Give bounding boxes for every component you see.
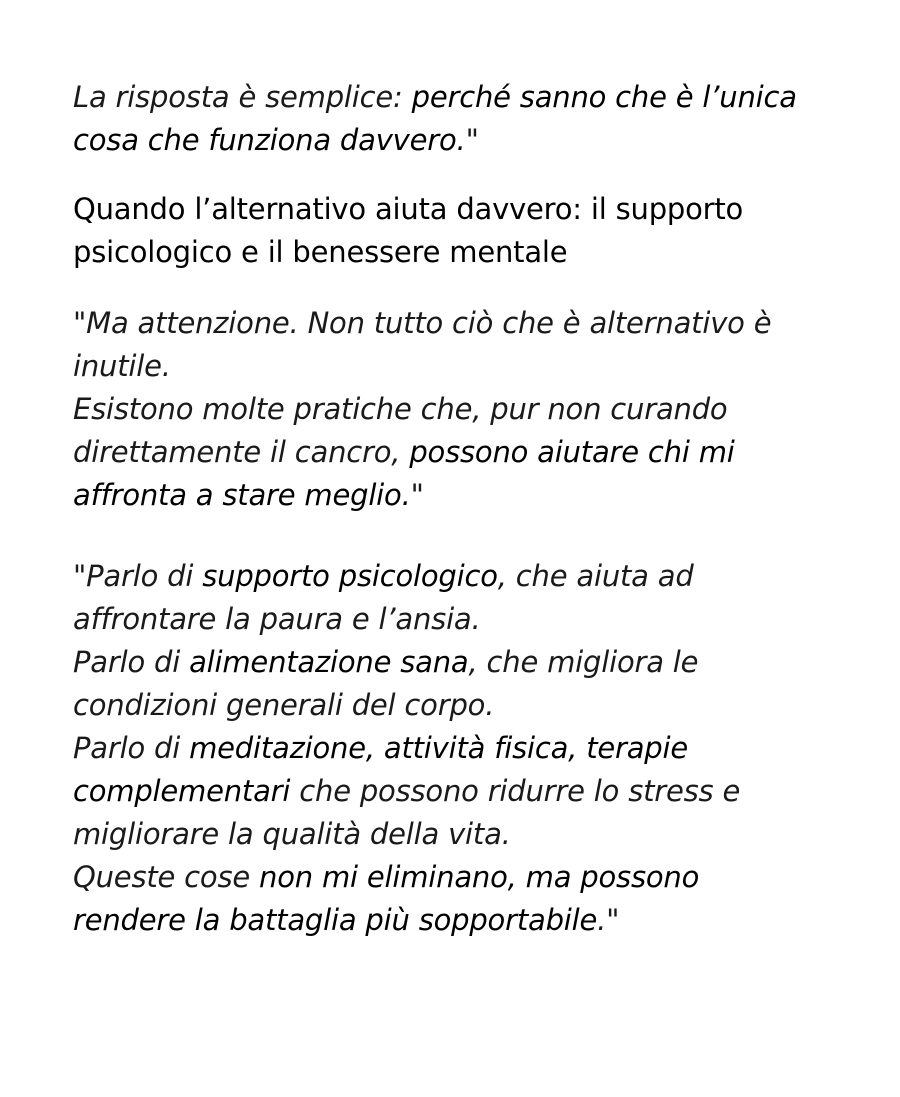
emphasis-text: affronta a stare meglio.: [73, 478, 411, 512]
document-page: [73, 76, 853, 942]
plain-text: .": [597, 903, 620, 937]
text-line: Esistono molte pratiche che, pur non curando: [73, 392, 728, 426]
emphasis-text: supporto psicologico: [202, 559, 498, 593]
plain-text: Parlo di: [73, 731, 190, 765]
text-line: [73, 555, 853, 598]
text-line: [73, 119, 853, 162]
emphasis-text: meditazione, attività fisica, terapie: [189, 731, 689, 765]
emphasis-text: possono aiutare chi mi: [409, 435, 735, 469]
text-line: affrontare la paura e l’ansia.: [73, 602, 481, 636]
text-line: condizioni generali del corpo.: [73, 688, 495, 722]
section-heading: [73, 188, 853, 274]
text-line: [73, 727, 853, 770]
plain-text: La risposta è semplice:: [73, 80, 412, 114]
plain-text: "Parlo di: [73, 559, 203, 593]
text-line: inutile.: [73, 349, 171, 383]
text-line: [73, 641, 853, 684]
emphasis-text: complementari: [73, 774, 291, 808]
text-line: [73, 899, 853, 942]
plain-text: Parlo di: [73, 645, 190, 679]
emphasis-text: non mi eliminano, ma possono: [259, 860, 700, 894]
emphasis-text: cosa che funziona davvero.: [73, 123, 466, 157]
plain-text: , che aiuta ad: [497, 559, 694, 593]
text-line: [73, 770, 853, 813]
text-line: [73, 474, 853, 517]
plain-text: direttamente il cancro,: [73, 435, 410, 469]
quote-paragraph-attention: [73, 302, 853, 517]
quote-paragraph-answer: [73, 76, 853, 162]
quote-paragraph-practices: [73, 555, 853, 942]
plain-text: Queste cose: [73, 860, 260, 894]
text-line: "Ma attenzione. Non tutto ciò che è alternativo è: [73, 306, 772, 340]
heading-line: psicologico e il benessere mentale: [73, 235, 568, 269]
emphasis-text: alimentazione sana: [189, 645, 469, 679]
heading-line: Quando l’alternativo aiuta davvero: il supporto: [73, 192, 744, 226]
plain-text: ": [465, 123, 479, 157]
plain-text: che possono ridurre lo stress e: [290, 774, 741, 808]
text-line: [73, 856, 853, 899]
emphasis-text: perché sanno che è l’unica: [411, 80, 797, 114]
emphasis-text: rendere la battaglia più sopportabile: [73, 903, 598, 937]
plain-text: ": [410, 478, 424, 512]
text-line: [73, 76, 853, 119]
text-line: migliorare la qualità della vita.: [73, 817, 511, 851]
text-line: [73, 431, 853, 474]
plain-text: , che migliora le: [468, 645, 699, 679]
